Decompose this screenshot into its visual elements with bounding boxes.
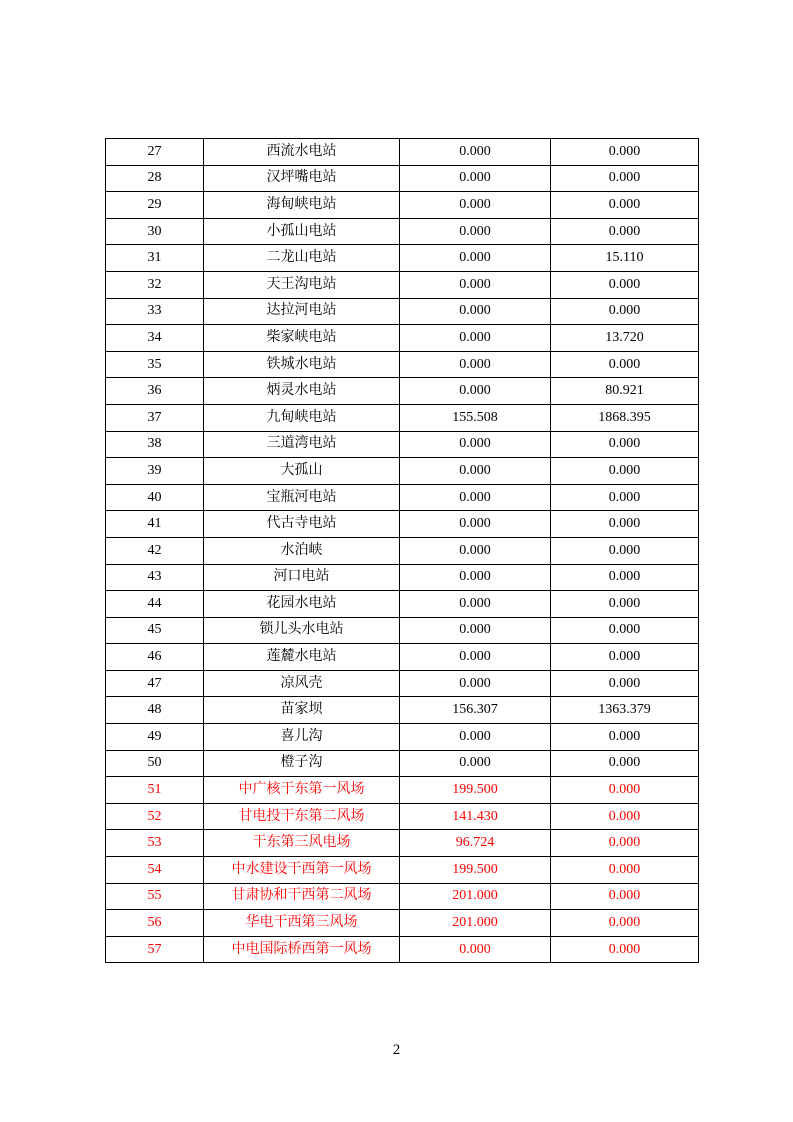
table-row xyxy=(106,697,699,724)
row-number-cell: 32 xyxy=(106,271,204,298)
row-number-cell: 40 xyxy=(106,484,204,511)
table-row xyxy=(106,484,699,511)
value-2-cell: 0.000 xyxy=(551,298,699,325)
table-row xyxy=(106,910,699,937)
value-1-cell: 0.000 xyxy=(400,218,551,245)
value-2-cell: 0.000 xyxy=(551,511,699,538)
station-name-cell: 水泊峡 xyxy=(204,537,400,564)
value-1-cell: 199.500 xyxy=(400,777,551,804)
table-row xyxy=(106,351,699,378)
value-1-cell: 0.000 xyxy=(400,165,551,192)
station-name-cell: 炳灵水电站 xyxy=(204,378,400,405)
row-number-cell: 43 xyxy=(106,564,204,591)
table-row xyxy=(106,803,699,830)
value-1-cell: 0.000 xyxy=(400,670,551,697)
station-name-cell: 中水建设干西第一风场 xyxy=(204,857,400,884)
station-name-cell: 莲麓水电站 xyxy=(204,644,400,671)
value-2-cell: 0.000 xyxy=(551,271,699,298)
value-1-cell: 0.000 xyxy=(400,484,551,511)
table-row xyxy=(106,830,699,857)
value-2-cell: 0.000 xyxy=(551,857,699,884)
station-name-cell: 甘电投干东第二风场 xyxy=(204,803,400,830)
row-number-cell: 49 xyxy=(106,724,204,751)
row-number-cell: 28 xyxy=(106,165,204,192)
row-number-cell: 44 xyxy=(106,591,204,618)
value-2-cell: 1363.379 xyxy=(551,697,699,724)
value-1-cell: 0.000 xyxy=(400,378,551,405)
value-1-cell: 0.000 xyxy=(400,192,551,219)
value-2-cell: 0.000 xyxy=(551,777,699,804)
station-name-cell: 甘肃协和干西第二风场 xyxy=(204,883,400,910)
value-2-cell: 0.000 xyxy=(551,936,699,963)
row-number-cell: 50 xyxy=(106,750,204,777)
row-number-cell: 39 xyxy=(106,458,204,485)
value-1-cell: 155.508 xyxy=(400,404,551,431)
station-name-cell: 河口电站 xyxy=(204,564,400,591)
station-name-cell: 达拉河电站 xyxy=(204,298,400,325)
station-name-cell: 中广核干东第一风场 xyxy=(204,777,400,804)
value-1-cell: 0.000 xyxy=(400,298,551,325)
row-number-cell: 27 xyxy=(106,139,204,166)
row-number-cell: 33 xyxy=(106,298,204,325)
value-1-cell: 141.430 xyxy=(400,803,551,830)
row-number-cell: 56 xyxy=(106,910,204,937)
row-number-cell: 35 xyxy=(106,351,204,378)
value-2-cell: 0.000 xyxy=(551,644,699,671)
table-body xyxy=(106,139,699,963)
value-1-cell: 0.000 xyxy=(400,591,551,618)
row-number-cell: 37 xyxy=(106,404,204,431)
row-number-cell: 52 xyxy=(106,803,204,830)
station-name-cell: 小孤山电站 xyxy=(204,218,400,245)
value-1-cell: 0.000 xyxy=(400,644,551,671)
value-1-cell: 201.000 xyxy=(400,910,551,937)
row-number-cell: 47 xyxy=(106,670,204,697)
value-2-cell: 0.000 xyxy=(551,803,699,830)
station-name-cell: 花园水电站 xyxy=(204,591,400,618)
table-row xyxy=(106,617,699,644)
station-name-cell: 橙子沟 xyxy=(204,750,400,777)
station-name-cell: 大孤山 xyxy=(204,458,400,485)
station-name-cell: 九甸峡电站 xyxy=(204,404,400,431)
row-number-cell: 34 xyxy=(106,325,204,352)
station-name-cell: 宝瓶河电站 xyxy=(204,484,400,511)
table-row xyxy=(106,857,699,884)
table-row xyxy=(106,218,699,245)
table-row xyxy=(106,670,699,697)
station-name-cell: 干东第三风电场 xyxy=(204,830,400,857)
row-number-cell: 41 xyxy=(106,511,204,538)
page-number: 2 xyxy=(392,1042,401,1058)
table-row xyxy=(106,139,699,166)
station-name-cell: 喜儿沟 xyxy=(204,724,400,751)
value-2-cell: 0.000 xyxy=(551,484,699,511)
table-row xyxy=(106,458,699,485)
row-number-cell: 55 xyxy=(106,883,204,910)
row-number-cell: 30 xyxy=(106,218,204,245)
value-2-cell: 0.000 xyxy=(551,750,699,777)
value-2-cell: 0.000 xyxy=(551,218,699,245)
value-2-cell: 0.000 xyxy=(551,910,699,937)
value-2-cell: 0.000 xyxy=(551,617,699,644)
table-row xyxy=(106,537,699,564)
value-2-cell: 13.720 xyxy=(551,325,699,352)
value-2-cell: 80.921 xyxy=(551,378,699,405)
value-2-cell: 0.000 xyxy=(551,830,699,857)
station-name-cell: 中电国际桥西第一风场 xyxy=(204,936,400,963)
value-1-cell: 0.000 xyxy=(400,431,551,458)
station-name-cell: 华电干西第三风场 xyxy=(204,910,400,937)
table-row xyxy=(106,777,699,804)
table-row xyxy=(106,750,699,777)
row-number-cell: 42 xyxy=(106,537,204,564)
value-1-cell: 0.000 xyxy=(400,351,551,378)
table-row xyxy=(106,165,699,192)
value-1-cell: 0.000 xyxy=(400,458,551,485)
station-name-cell: 苗家坝 xyxy=(204,697,400,724)
row-number-cell: 31 xyxy=(106,245,204,272)
station-name-cell: 天王沟电站 xyxy=(204,271,400,298)
table-row xyxy=(106,724,699,751)
value-1-cell: 0.000 xyxy=(400,750,551,777)
value-2-cell: 0.000 xyxy=(551,564,699,591)
station-name-cell: 汉坪嘴电站 xyxy=(204,165,400,192)
value-1-cell: 0.000 xyxy=(400,617,551,644)
value-2-cell: 0.000 xyxy=(551,139,699,166)
value-1-cell: 156.307 xyxy=(400,697,551,724)
value-2-cell: 0.000 xyxy=(551,883,699,910)
station-name-cell: 三道湾电站 xyxy=(204,431,400,458)
value-1-cell: 0.000 xyxy=(400,564,551,591)
value-2-cell: 1868.395 xyxy=(551,404,699,431)
table-row xyxy=(106,936,699,963)
table-row xyxy=(106,591,699,618)
value-2-cell: 0.000 xyxy=(551,458,699,485)
value-1-cell: 0.000 xyxy=(400,139,551,166)
value-2-cell: 0.000 xyxy=(551,165,699,192)
value-1-cell: 0.000 xyxy=(400,936,551,963)
value-2-cell: 0.000 xyxy=(551,724,699,751)
station-name-cell: 海甸峡电站 xyxy=(204,192,400,219)
row-number-cell: 57 xyxy=(106,936,204,963)
station-name-cell: 代古寺电站 xyxy=(204,511,400,538)
table-row xyxy=(106,325,699,352)
station-name-cell: 锁儿头水电站 xyxy=(204,617,400,644)
value-2-cell: 0.000 xyxy=(551,670,699,697)
station-name-cell: 凉风壳 xyxy=(204,670,400,697)
value-1-cell: 0.000 xyxy=(400,511,551,538)
table-row xyxy=(106,298,699,325)
value-1-cell: 0.000 xyxy=(400,537,551,564)
row-number-cell: 46 xyxy=(106,644,204,671)
value-2-cell: 0.000 xyxy=(551,351,699,378)
station-name-cell: 铁城水电站 xyxy=(204,351,400,378)
value-2-cell: 0.000 xyxy=(551,431,699,458)
value-1-cell: 0.000 xyxy=(400,245,551,272)
row-number-cell: 53 xyxy=(106,830,204,857)
station-name-cell: 二龙山电站 xyxy=(204,245,400,272)
table-row xyxy=(106,192,699,219)
table-row xyxy=(106,404,699,431)
table-row xyxy=(106,644,699,671)
table-row xyxy=(106,245,699,272)
row-number-cell: 48 xyxy=(106,697,204,724)
station-data-table xyxy=(105,138,699,963)
row-number-cell: 29 xyxy=(106,192,204,219)
value-1-cell: 0.000 xyxy=(400,271,551,298)
row-number-cell: 54 xyxy=(106,857,204,884)
value-1-cell: 199.500 xyxy=(400,857,551,884)
station-name-cell: 西流水电站 xyxy=(204,139,400,166)
row-number-cell: 36 xyxy=(106,378,204,405)
value-2-cell: 0.000 xyxy=(551,537,699,564)
value-2-cell: 0.000 xyxy=(551,192,699,219)
row-number-cell: 51 xyxy=(106,777,204,804)
value-1-cell: 96.724 xyxy=(400,830,551,857)
row-number-cell: 38 xyxy=(106,431,204,458)
value-2-cell: 15.110 xyxy=(551,245,699,272)
table-row xyxy=(106,431,699,458)
value-1-cell: 0.000 xyxy=(400,724,551,751)
value-1-cell: 0.000 xyxy=(400,325,551,352)
table-row xyxy=(106,271,699,298)
value-1-cell: 201.000 xyxy=(400,883,551,910)
table-row xyxy=(106,378,699,405)
row-number-cell: 45 xyxy=(106,617,204,644)
value-2-cell: 0.000 xyxy=(551,591,699,618)
table-row xyxy=(106,564,699,591)
table-row xyxy=(106,511,699,538)
station-name-cell: 柴家峡电站 xyxy=(204,325,400,352)
table-row xyxy=(106,883,699,910)
